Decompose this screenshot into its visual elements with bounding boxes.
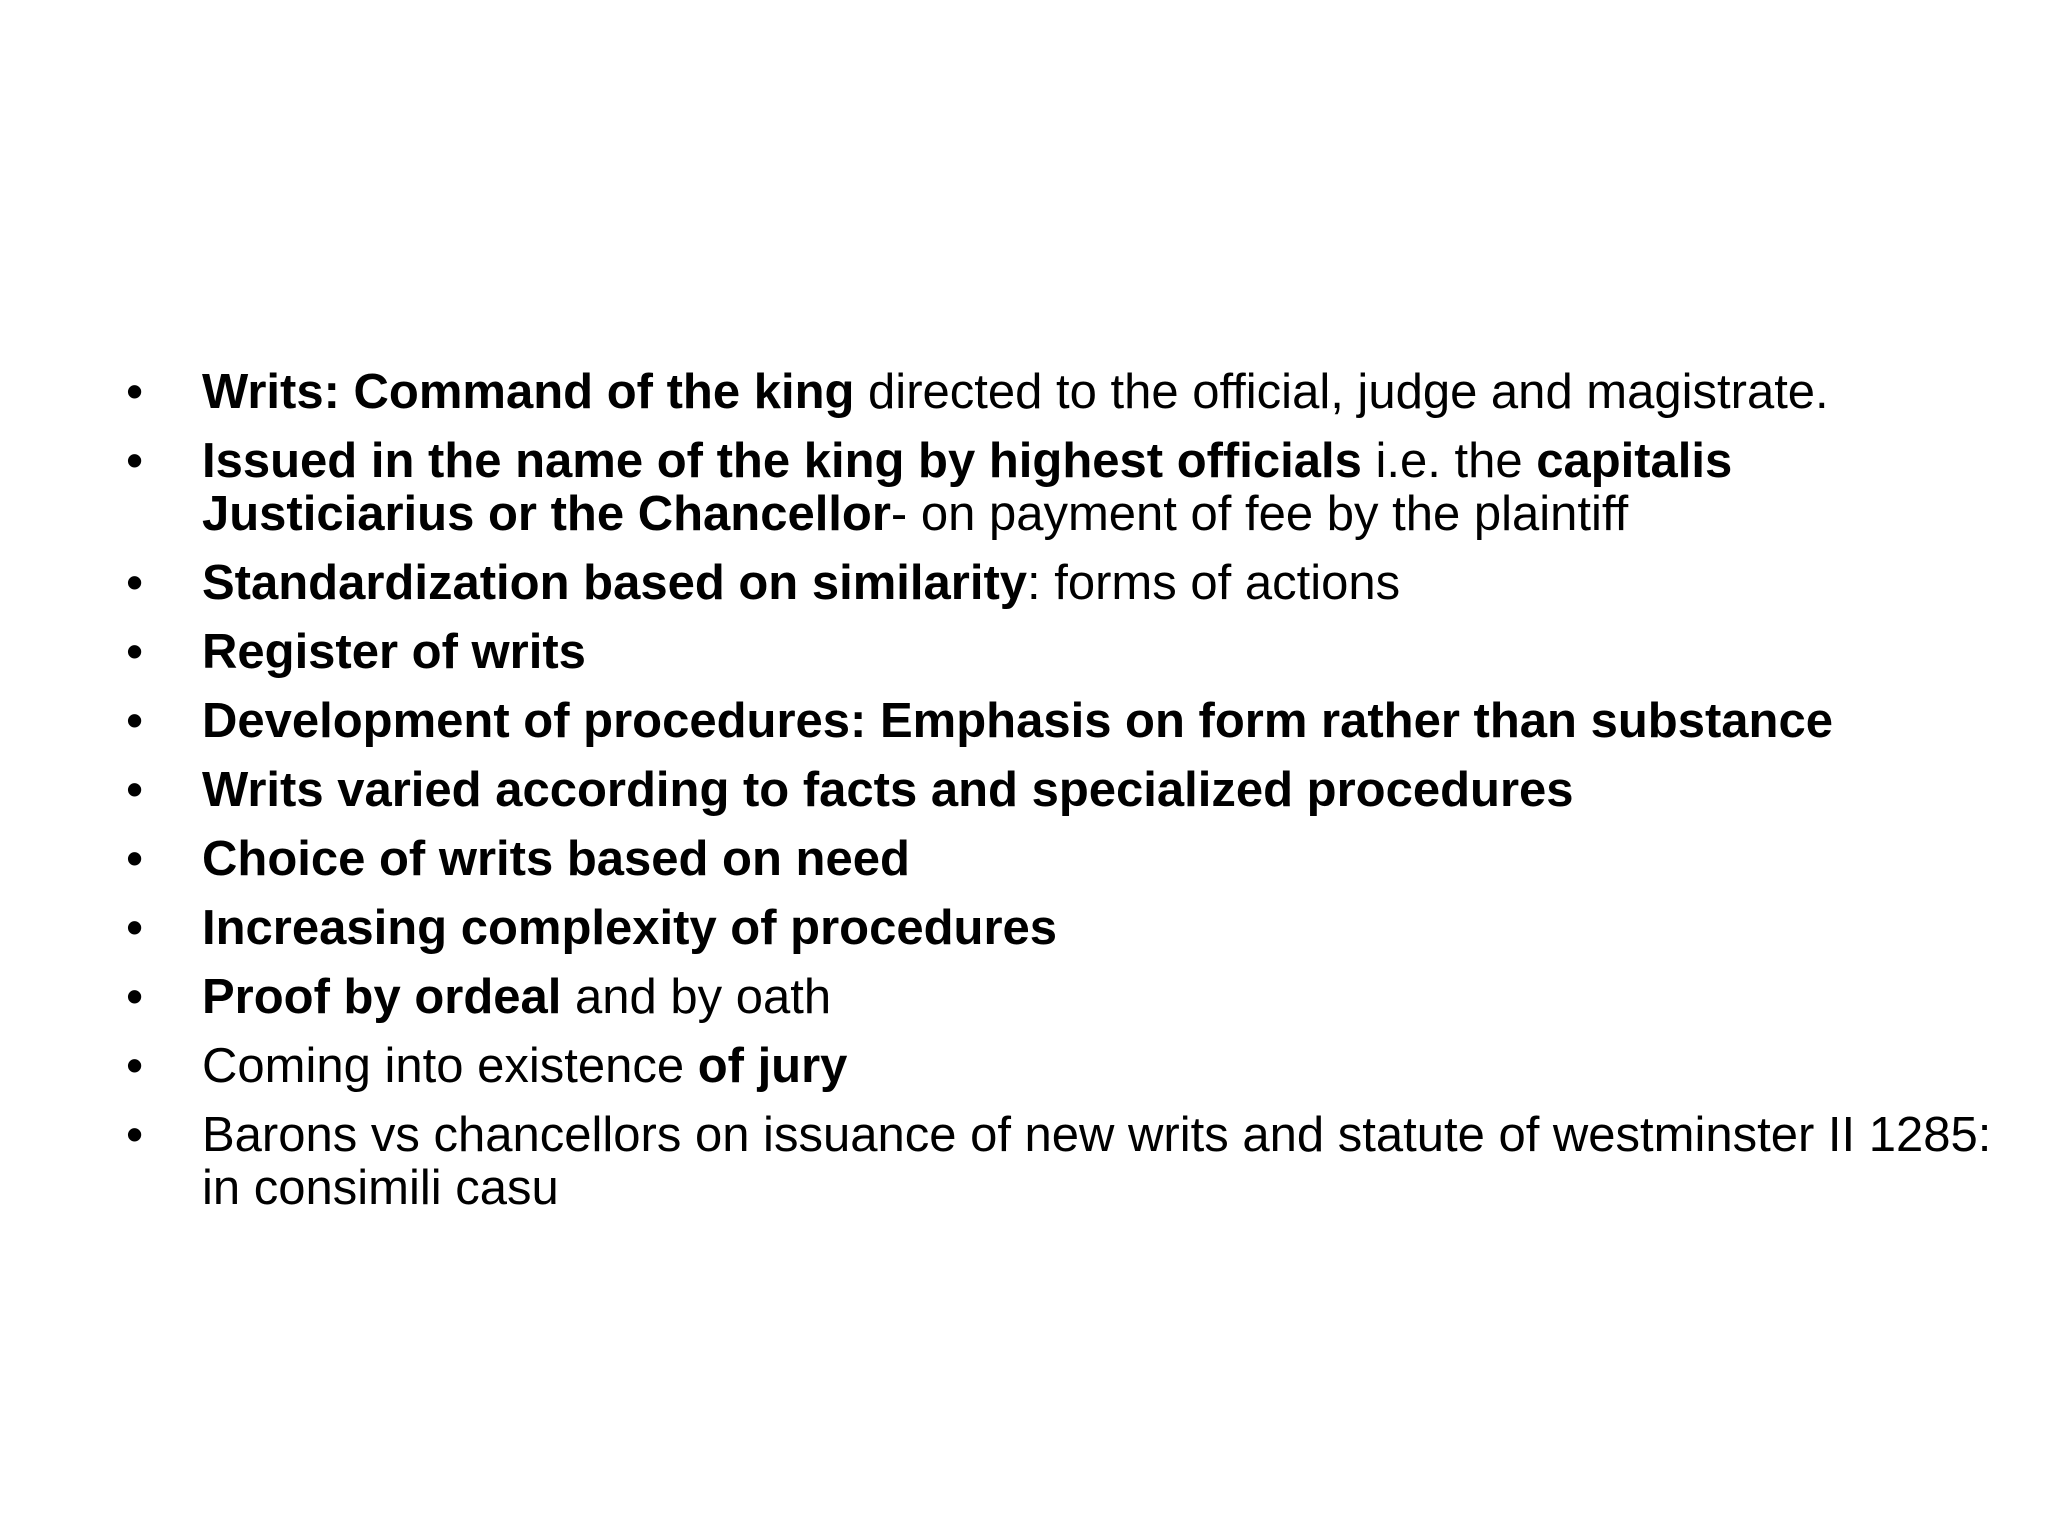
bullet-icon: •: [126, 901, 144, 955]
bold-text: Choice of writs based on need: [202, 832, 910, 886]
bullet-icon: •: [126, 1108, 144, 1162]
list-item: [122, 1109, 2002, 1215]
bold-text: Writs varied according to facts and specialized procedures: [202, 763, 1574, 817]
bullet-icon: •: [126, 556, 144, 610]
bullet-icon: •: [126, 832, 144, 886]
bold-text: Proof by ordeal: [202, 970, 562, 1024]
bullet-icon: •: [126, 1039, 144, 1093]
bullet-list: [122, 366, 2002, 1231]
list-item-text: [202, 626, 2002, 679]
bold-text: Writs: Command of the king: [202, 365, 855, 419]
list-item-text: [202, 1109, 2002, 1215]
plain-text: Barons vs chancellors on issuance of new writs and statute of westminster II 1285: in consimili casu: [202, 1108, 1992, 1215]
list-item-text: [202, 764, 2002, 817]
plain-text: Coming into existence: [202, 1039, 698, 1093]
bullet-icon: •: [126, 434, 144, 488]
list-item: [122, 435, 2002, 541]
list-item: [122, 1040, 2002, 1093]
list-item: [122, 557, 2002, 610]
list-item: [122, 833, 2002, 886]
bullet-icon: •: [126, 625, 144, 679]
list-item-text: [202, 695, 2002, 748]
plain-text: : forms of actions: [1027, 556, 1401, 610]
list-item: [122, 366, 2002, 419]
list-item: [122, 902, 2002, 955]
bullet-icon: •: [126, 694, 144, 748]
list-item-text: [202, 557, 2002, 610]
list-item-text: [202, 971, 2002, 1024]
bold-text: of jury: [697, 1039, 848, 1093]
bold-text: Standardization based on similarity: [202, 556, 1028, 610]
bold-text: Register of writs: [202, 625, 586, 679]
bullet-icon: •: [126, 970, 144, 1024]
list-item: [122, 764, 2002, 817]
list-item: [122, 695, 2002, 748]
plain-text: and by oath: [561, 970, 832, 1024]
plain-text: - on payment of fee by the plaintiff: [890, 487, 1629, 541]
plain-text: directed to the official, judge and magistrate.: [854, 365, 1829, 419]
bold-text: Increasing complexity of procedures: [202, 901, 1058, 955]
bold-text: Issued in the name of the king by highest officials: [202, 434, 1362, 488]
bullet-icon: •: [126, 763, 144, 817]
list-item-text: [202, 902, 2002, 955]
bold-text: Development of procedures: Emphasis on form rather than substance: [202, 694, 1833, 748]
list-item: [122, 971, 2002, 1024]
list-item-text: [202, 1040, 2002, 1093]
plain-text: i.e. the: [1361, 434, 1537, 488]
list-item-text: [202, 833, 2002, 886]
bold-text: capitalis Justiciarius or the Chancellor: [202, 434, 1733, 541]
list-item-text: [202, 435, 2002, 541]
list-item: [122, 626, 2002, 679]
list-item-text: [202, 366, 2002, 419]
bullet-icon: •: [126, 365, 144, 419]
